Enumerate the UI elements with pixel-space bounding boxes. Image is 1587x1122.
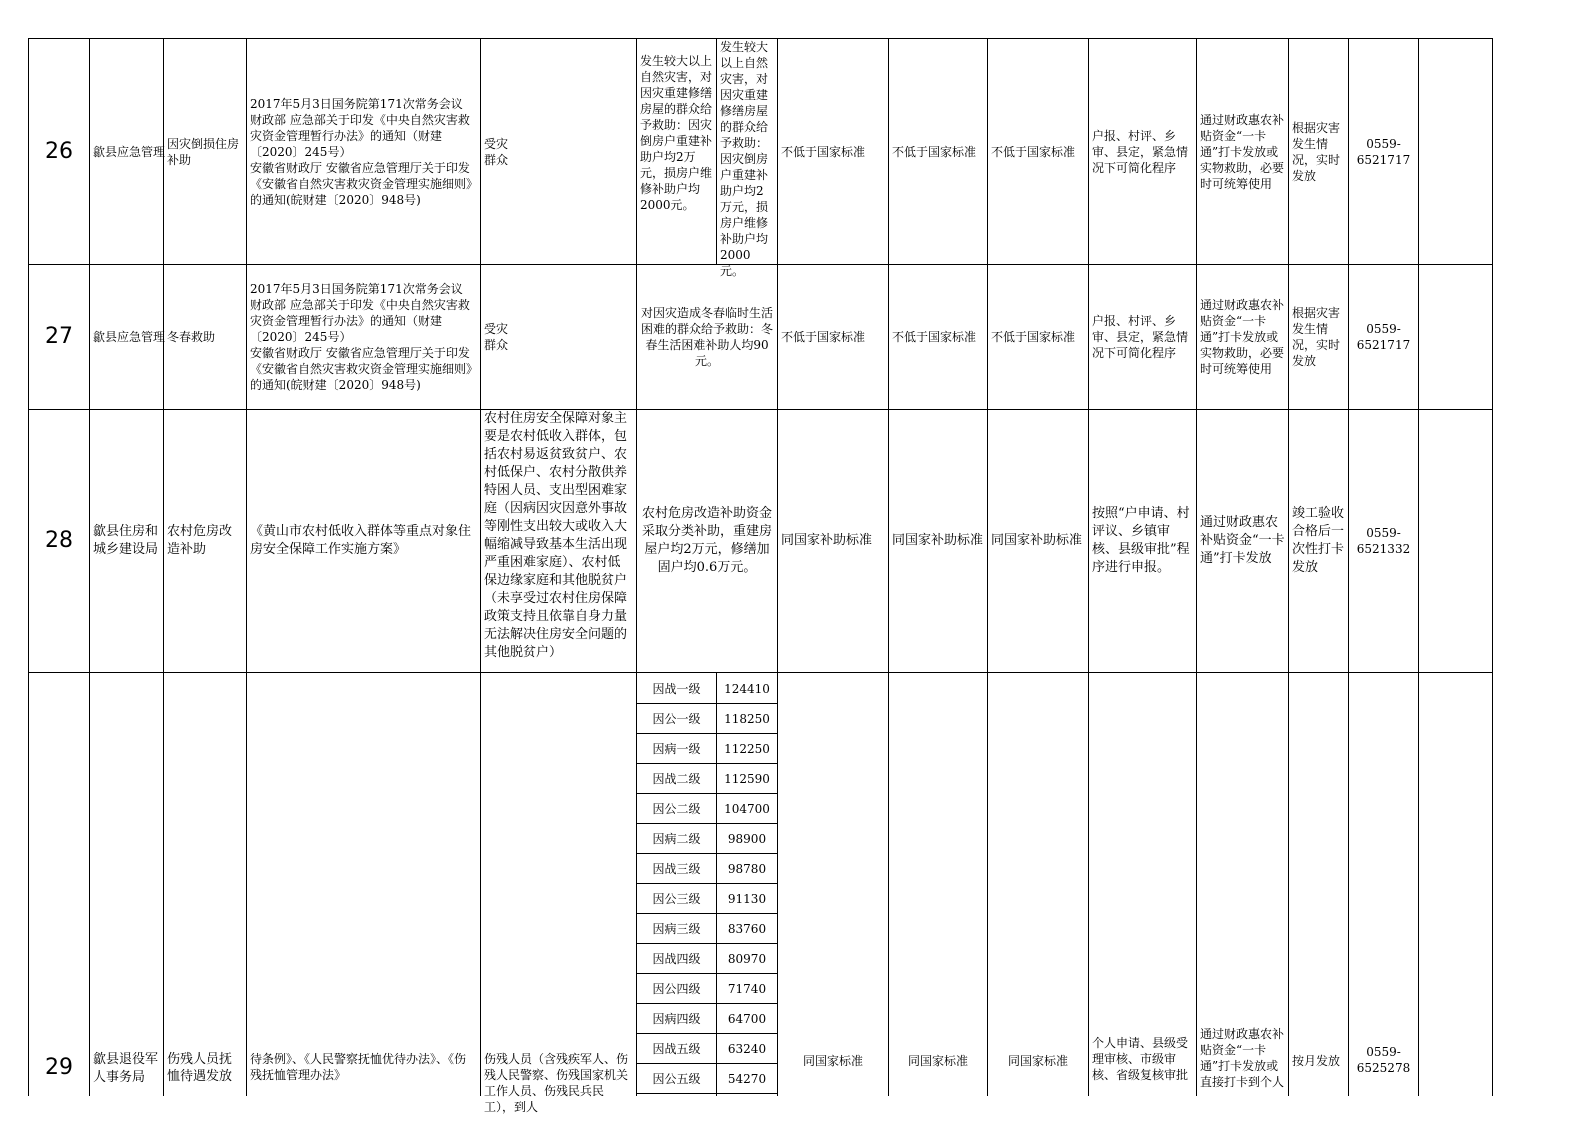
row-number: 29 bbox=[45, 1055, 73, 1080]
county-standard-cell: 同国家补助标准 bbox=[991, 533, 1083, 548]
method-cell: 通过财政惠农补贴资金“一卡通”打卡发放或直接打卡到个人 bbox=[1200, 1027, 1285, 1089]
grade-label: 因战三级 bbox=[652, 862, 701, 876]
item-cell: 农村危房改造补助 bbox=[167, 524, 233, 557]
target-cell: 受灾 群众 bbox=[484, 322, 509, 352]
grade-value: 83760 bbox=[727, 921, 767, 936]
standard-cell: 农村危房改造补助资金采取分类补助，重建房屋户均2万元，修缮加固户均0.6万元。 bbox=[641, 506, 772, 575]
item-cell: 伤残人员抚恤待遇发放 bbox=[167, 1052, 233, 1084]
item-cell: 因灾倒损住房补助 bbox=[167, 136, 240, 167]
grade-label: 因战四级 bbox=[652, 952, 701, 966]
grade-label: 因战二级 bbox=[652, 772, 701, 786]
procedure-cell: 户报、村评、乡审、县定，紧急情况下可简化程序 bbox=[1092, 314, 1189, 360]
grade-value: 112590 bbox=[724, 771, 770, 786]
county-standard-cell: 同国家标准 bbox=[1007, 1054, 1068, 1068]
city-standard-cell: 同国家标准 bbox=[907, 1054, 968, 1068]
grade-value: 98780 bbox=[727, 861, 767, 876]
item-cell: 冬春救助 bbox=[167, 330, 216, 344]
method-cell: 通过财政惠农补贴资金“一卡通”打卡发放或实物救助，必要时可统筹使用 bbox=[1200, 112, 1285, 191]
procedure-cell: 个人申请、县级受理审核、市级审核、省级复核审批 bbox=[1092, 1036, 1189, 1082]
grade-label: 因病二级 bbox=[652, 832, 701, 846]
grade-value: 104700 bbox=[724, 801, 770, 816]
target-cell: 受灾 群众 bbox=[484, 136, 509, 167]
grade-value: 112250 bbox=[724, 741, 770, 756]
timing-cell: 竣工验收合格后一次性打卡发放 bbox=[1292, 506, 1345, 575]
phone-cell: 0559-6525278 bbox=[1356, 1045, 1411, 1075]
grade-value: 80970 bbox=[727, 951, 767, 966]
basis-cell: 2017年5月3日国务院第171次常务会议 财政部 应急部关于印发《中央自然灾害救灾资金管理暂行办法》的通知（财建〔2020〕245号） 安徽省财政厅 安徽省应急管理厅关于印发《安徽省自然灾害救灾资金管理实施细则》的通知(皖财建〔2020〕948号) bbox=[250, 96, 473, 207]
method-cell: 通过财政惠农补贴资金“一卡通”打卡发放 bbox=[1200, 515, 1285, 566]
county-standard-cell: 不低于国家标准 bbox=[991, 330, 1076, 344]
standard-cell-a: 发生较大以上自然灾害，对因灾重建修缮房屋的群众给予救助：因灾倒房户重建补助户均2万元，损房户维修补助户均2000元。 bbox=[640, 54, 713, 212]
basis-cell: 2017年5月3日国务院第171次常务会议 财政部 应急部关于印发《中央自然灾害救灾资金管理暂行办法》的通知（财建〔2020〕245号） 安徽省财政厅 安徽省应急管理厅关于印发《安徽省自然灾害救灾资金管理实施细则》的通知(皖财建〔2020〕948号) bbox=[250, 282, 473, 392]
grade-label: 因病四级 bbox=[652, 1012, 701, 1026]
grade-value: 124410 bbox=[724, 681, 770, 696]
grade-label: 因公二级 bbox=[652, 802, 701, 816]
grade-value: 54270 bbox=[727, 1071, 767, 1086]
grade-label: 因公一级 bbox=[652, 712, 701, 726]
provincial-standard-cell: 同国家标准 bbox=[802, 1054, 863, 1068]
target-cell: 农村住房安全保障对象主要是农村低收入群体，包括农村易返贫致贫户、农村低保户、农村分散供养特困人员、支出型困难家庭（因病因灾因意外事故等刚性支出较大或收入大幅缩减导致基本生活出现严重困难家庭）、农村低保边缘家庭和其他脱贫户（未享受过农村住房保障政策支持且依靠自身力量无法解决住房安全问题的其他脱贫户） bbox=[484, 411, 628, 660]
dept-cell: 歙县退役军人事务局 bbox=[93, 1052, 159, 1085]
city-standard-cell: 不低于国家标准 bbox=[892, 330, 977, 344]
phone-cell: 0559-6521717 bbox=[1356, 322, 1411, 352]
grade-value: 64700 bbox=[727, 1011, 767, 1026]
procedure-cell: 按照“户申请、村评议、乡镇审核、县级审批”程序进行申报。 bbox=[1092, 506, 1190, 575]
grade-value: 63240 bbox=[727, 1041, 767, 1056]
city-standard-cell: 同国家补助标准 bbox=[892, 533, 984, 548]
basis-cell: 待条例》、《人民警察抚恤优待办法》、《伤残抚恤管理办法》 bbox=[250, 1052, 467, 1082]
grade-label: 因战五级 bbox=[652, 1042, 701, 1056]
grade-value: 118250 bbox=[724, 711, 770, 726]
phone-cell: 0559-6521332 bbox=[1356, 526, 1411, 556]
procedure-cell: 户报、村评、乡审、县定，紧急情况下可简化程序 bbox=[1092, 128, 1189, 175]
standard-cell: 对因灾造成冬春临时生活困难的群众给予救助：冬春生活困难补助人均90元。 bbox=[640, 306, 773, 368]
row-number: 28 bbox=[45, 528, 73, 553]
grade-value: 71740 bbox=[727, 981, 767, 996]
row-number: 26 bbox=[45, 138, 73, 164]
provincial-standard-cell: 不低于国家标准 bbox=[781, 330, 866, 344]
row-number: 27 bbox=[45, 324, 73, 349]
timing-cell: 根据灾害发生情况，实时发放 bbox=[1292, 306, 1341, 368]
grade-label: 因公四级 bbox=[652, 982, 701, 996]
dept-cell: 歙县住房和城乡建设局 bbox=[93, 524, 159, 557]
target-cell: 伤残人员（含残疾军人、伤残人民警察、伤残国家机关工作人员、伤残民兵民工），到人 bbox=[484, 1052, 629, 1114]
basis-cell: 《黄山市农村低收入群体等重点对象住房安全保障工作实施方案》 bbox=[250, 524, 472, 557]
provincial-standard-cell: 同国家补助标准 bbox=[781, 533, 873, 548]
standard-cell-b: 发生较大以上自然灾害，对因灾重建修缮房屋的群众给予救助：因灾倒房户重建补助户均2万元，损房户维修补助户均2000元。 bbox=[720, 40, 769, 278]
phone-cell: 0559-6521717 bbox=[1356, 136, 1411, 167]
grade-value: 91130 bbox=[727, 891, 767, 906]
provincial-standard-cell: 不低于国家标准 bbox=[781, 144, 866, 159]
grade-value: 98900 bbox=[727, 831, 767, 846]
dept-cell: 歙县应急管理 bbox=[93, 330, 166, 344]
method-cell: 通过财政惠农补贴资金“一卡通”打卡发放或实物救助，必要时可统筹使用 bbox=[1200, 298, 1285, 376]
timing-cell: 按月发放 bbox=[1292, 1054, 1341, 1068]
grade-label: 因病三级 bbox=[652, 922, 701, 936]
county-standard-cell: 不低于国家标准 bbox=[991, 144, 1076, 159]
grade-label: 因公五级 bbox=[652, 1072, 701, 1086]
grade-label: 因战一级 bbox=[652, 682, 701, 696]
dept-cell: 歙县应急管理 bbox=[93, 144, 166, 159]
timing-cell: 根据灾害发生情况，实时发放 bbox=[1292, 120, 1341, 183]
city-standard-cell: 不低于国家标准 bbox=[892, 144, 977, 159]
grade-label: 因公三级 bbox=[652, 892, 701, 906]
grade-label: 因病一级 bbox=[652, 742, 701, 756]
